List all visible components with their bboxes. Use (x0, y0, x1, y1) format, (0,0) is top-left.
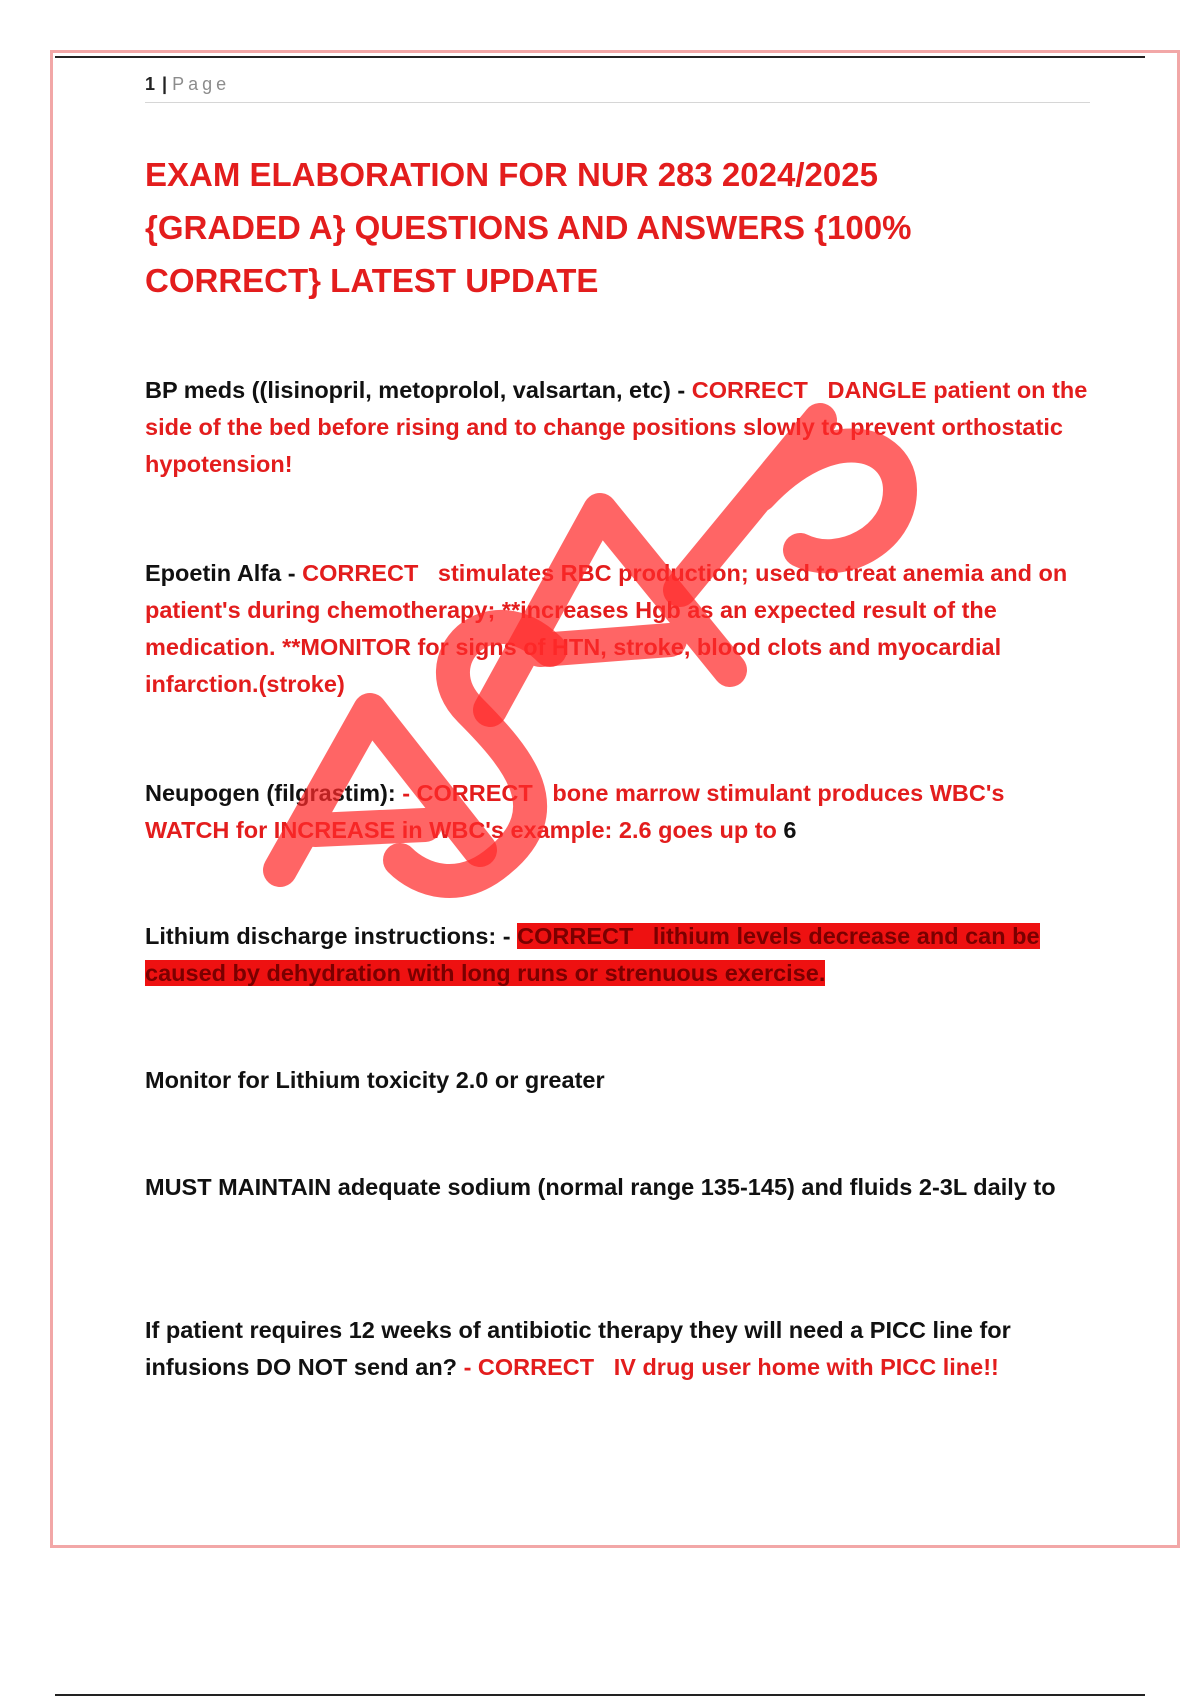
question-text: Neupogen (filgrastim): (145, 780, 403, 806)
answer-text: IV drug user home with PICC line!! (613, 1354, 999, 1380)
question-text: BP meds ((lisinopril, metoprolol, valsartan, etc) - (145, 377, 692, 403)
correct-label: - CORRECT (402, 780, 533, 806)
question-text: MUST MAINTAIN adequate sodium (normal range 135-145) and fluids 2-3L daily to (145, 1174, 1056, 1200)
question-text: Lithium discharge instructions: - (145, 923, 518, 949)
answer-text: bone marrow stimulant produces WBC's WATCH for INCREASE in WBC's example: 2.6 goes up to (145, 780, 1005, 843)
qa-item-bp-meds (145, 372, 1090, 483)
page-separator: | (162, 74, 169, 94)
question-text: Epoetin Alfa - (145, 560, 303, 586)
correct-label: CORRECT (302, 560, 419, 586)
page-label: Page (172, 74, 231, 94)
correct-label: CORRECT (691, 377, 808, 403)
correct-label: CORRECT (517, 923, 634, 949)
header-divider (145, 102, 1090, 103)
question-text: If patient requires 12 weeks of antibiotic therapy they will need a PICC line for infusions DO NOT send an? (145, 1317, 1011, 1380)
qa-item-lithium-discharge (145, 918, 1090, 992)
answer-tail: 6 (783, 817, 797, 843)
answer-text: lithium levels decrease and can be caused by dehydration with long runs or strenuous exercise. (145, 923, 1040, 986)
qa-item-picc (145, 1312, 1090, 1386)
bottom-rule (55, 1694, 1145, 1696)
correct-label: - CORRECT (463, 1354, 595, 1380)
qa-item-lithium-toxicity (145, 1062, 1090, 1099)
page-header (145, 74, 230, 95)
answer-text: stimulates RBC production; used to treat anemia and on patient's during chemotherapy; **increases Hgb as an expected result of the medication. **MONITOR for signs of HTN, stroke, blood clots and myocardial infarction.(stroke) (145, 560, 1068, 697)
qa-item-epoetin (145, 555, 1090, 703)
document-title: EXAM ELABORATION FOR NUR 283 2024/2025 {GRADED A} QUESTIONS AND ANSWERS {100% CORRECT} LATEST UPDATE (145, 156, 912, 299)
qa-item-sodium (145, 1169, 1090, 1206)
qa-item-neupogen (145, 775, 1090, 849)
answer-text: DANGLE patient on the side of the bed before rising and to change positions slowly to prevent orthostatic hypotension! (145, 377, 1088, 477)
page-number: 1 (145, 74, 157, 94)
question-text: Monitor for Lithium toxicity 2.0 or greater (145, 1067, 605, 1093)
